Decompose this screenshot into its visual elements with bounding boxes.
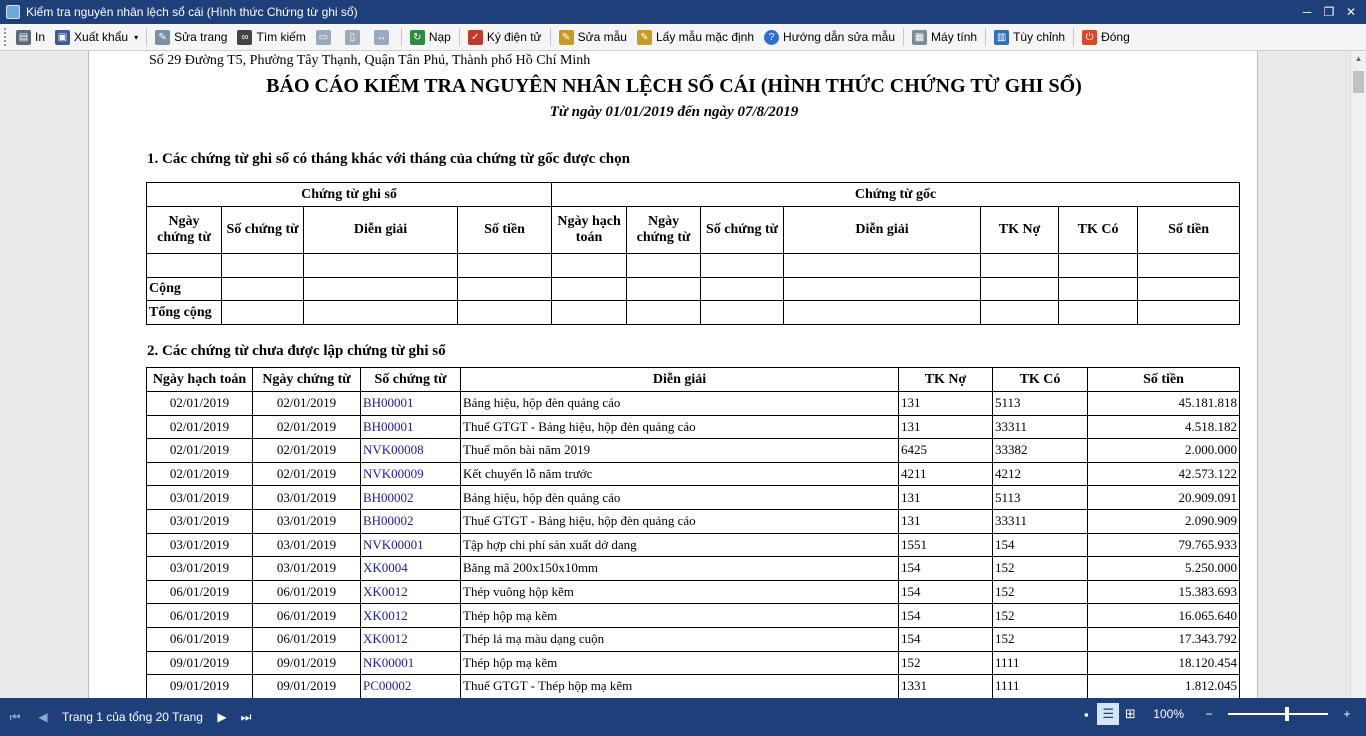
cell-credit-account: 152 [993, 627, 1088, 651]
save-icon: ▣ [55, 30, 70, 45]
cell-document-number-link[interactable]: XK0012 [361, 604, 461, 628]
page-info: Trang 1 của tổng 20 Trang [62, 710, 203, 724]
cell-credit-account: 4212 [993, 462, 1088, 486]
cell-debit-account: 131 [899, 392, 993, 416]
cell-amount: 1.812.045 [1088, 675, 1240, 698]
digital-sign-button[interactable]: ✓ Ký điện tử [463, 26, 547, 48]
edit-page-icon: ✎ [155, 30, 170, 45]
cell-credit-account: 5113 [993, 486, 1088, 510]
column-header: TK Có [1059, 207, 1138, 254]
table-row [147, 439, 1240, 463]
template-help-button[interactable]: ? Hướng dẫn sửa mẫu [759, 26, 900, 48]
single-page-button[interactable] [340, 26, 369, 48]
cell-debit-account: 6425 [899, 439, 993, 463]
cell-credit-account: 152 [993, 557, 1088, 581]
report-viewer[interactable] [0, 51, 1350, 698]
cell-document-date: 06/01/2019 [253, 604, 361, 628]
customize-icon: ▥ [994, 30, 1009, 45]
cell-document-date: 02/01/2019 [253, 415, 361, 439]
table-row [147, 675, 1240, 698]
cell-description: Thép lá mạ màu dạng cuộn [461, 627, 899, 651]
cell-amount: 15.383.693 [1088, 580, 1240, 604]
empty-row [147, 254, 1240, 278]
cell-posting-date: 02/01/2019 [147, 392, 253, 416]
print-button[interactable]: ▤ In [11, 26, 50, 48]
column-header: Ngày chứng từ [147, 207, 222, 254]
default-template-button[interactable]: ✎ Lấy mẫu mặc định [632, 26, 759, 48]
power-icon: ⏻ [1082, 30, 1097, 45]
cell-posting-date: 09/01/2019 [147, 651, 253, 675]
cell-amount: 16.065.640 [1088, 604, 1240, 628]
column-header: TK Nợ [899, 368, 993, 392]
certificate-icon: ✓ [468, 30, 483, 45]
cell-debit-account: 1551 [899, 533, 993, 557]
cell-debit-account: 4211 [899, 462, 993, 486]
page-view-button[interactable] [311, 26, 340, 48]
search-button[interactable]: ∞ Tìm kiếm [232, 26, 310, 48]
column-header: Số chứng từ [701, 207, 784, 254]
cell-document-number-link[interactable]: NVK00001 [361, 533, 461, 557]
table-row [147, 415, 1240, 439]
table-row [147, 651, 1240, 675]
cell-document-number-link[interactable]: PC00002 [361, 675, 461, 698]
single-view-icon[interactable]: ▪ [1083, 706, 1089, 722]
report-page [88, 51, 1258, 698]
section1-title: 1. Các chứng từ ghi sổ có tháng khác với tháng của chứng từ gốc được chọn [147, 151, 630, 167]
table-row [147, 462, 1240, 486]
toolbar [0, 24, 1366, 51]
window-titlebar [0, 0, 1366, 24]
cell-posting-date: 06/01/2019 [147, 604, 253, 628]
cell-debit-account: 154 [899, 557, 993, 581]
reload-button[interactable]: ↻ Nạp [405, 26, 456, 48]
page-layout-icon: ▭ [316, 30, 331, 45]
cell-document-date: 02/01/2019 [253, 462, 361, 486]
cell-description: Bảng hiệu, hộp đèn quảng cáo [461, 392, 899, 416]
edit-page-button[interactable]: ✎ Sửa trang [150, 26, 232, 48]
cell-debit-account: 154 [899, 580, 993, 604]
cell-debit-account: 152 [899, 651, 993, 675]
cell-document-date: 03/01/2019 [253, 486, 361, 510]
cell-posting-date: 03/01/2019 [147, 509, 253, 533]
cell-document-number-link[interactable]: XK0004 [361, 557, 461, 581]
cell-document-date: 06/01/2019 [253, 580, 361, 604]
cell-amount: 42.573.122 [1088, 462, 1240, 486]
binoculars-icon: ∞ [237, 30, 252, 45]
vertical-scrollbar[interactable] [1350, 51, 1366, 698]
company-address: Số 29 Đường T5, Phường Tây Thạnh, Quận Tân Phú, Thành phố Hồ Chí Minh [149, 53, 591, 68]
statusbar [0, 698, 1366, 736]
subtotal-row [147, 278, 1240, 301]
cell-description: Thuế GTGT - Bảng hiệu, hộp đèn quảng cáo [461, 415, 899, 439]
cell-document-number-link[interactable]: NVK00008 [361, 439, 461, 463]
column-header: Diễn giải [304, 207, 458, 254]
cell-credit-account: 1111 [993, 651, 1088, 675]
column-header: Diễn giải [461, 368, 899, 392]
cell-document-number-link[interactable]: BH00002 [361, 486, 461, 510]
cell-document-number-link[interactable]: BH00002 [361, 509, 461, 533]
table-row [147, 627, 1240, 651]
cell-description: Thuế GTGT - Thép hộp mạ kẽm [461, 675, 899, 698]
total-label: Tổng cộng [147, 301, 222, 325]
cell-document-date: 06/01/2019 [253, 627, 361, 651]
column-header: Diễn giải [784, 207, 981, 254]
cell-document-number-link[interactable]: XK0012 [361, 627, 461, 651]
column-header: Ngày hạch toán [552, 207, 627, 254]
pencil-icon: ✎ [559, 30, 574, 45]
column-header: Ngày chứng từ [627, 207, 701, 254]
cell-posting-date: 03/01/2019 [147, 557, 253, 581]
multi-page-view-icon[interactable]: ⊞ [1124, 706, 1136, 721]
cell-credit-account: 5113 [993, 392, 1088, 416]
cell-document-number-link[interactable]: NK00001 [361, 651, 461, 675]
cell-debit-account: 1331 [899, 675, 993, 698]
app-icon [6, 5, 20, 19]
single-page-icon: ▯ [345, 30, 360, 45]
toolbar-separator [903, 28, 904, 46]
scroll-up-icon[interactable]: ▲ [1354, 54, 1363, 63]
cell-document-date: 09/01/2019 [253, 675, 361, 698]
cell-credit-account: 152 [993, 604, 1088, 628]
refresh-icon: ↻ [410, 30, 425, 45]
cell-amount: 2.090.909 [1088, 509, 1240, 533]
export-dropdown-icon[interactable]: ▾ [134, 32, 139, 42]
cell-document-date: 03/01/2019 [253, 533, 361, 557]
fit-width-icon: ↔ [374, 30, 389, 45]
fit-width-button[interactable] [369, 26, 398, 48]
cell-description: Bảng hiệu, hộp đèn quảng cáo [461, 486, 899, 510]
cell-credit-account: 1111 [993, 675, 1088, 698]
cell-document-number-link[interactable]: BH00001 [361, 392, 461, 416]
cell-amount: 2.000.000 [1088, 439, 1240, 463]
calculator-button[interactable]: ▦ Máy tính [907, 26, 982, 48]
column-header: Ngày chứng từ [253, 368, 361, 392]
cell-description: Thép hộp mạ kẽm [461, 604, 899, 628]
section2-table [146, 367, 1240, 698]
column-header: TK Có [993, 368, 1088, 392]
restore-button[interactable]: ❐ [1323, 5, 1335, 19]
toolbar-separator [1073, 28, 1074, 46]
cell-document-date: 03/01/2019 [253, 557, 361, 581]
first-page-icon[interactable]: ⏮ [9, 709, 21, 724]
table-row [147, 580, 1240, 604]
column-header: Số tiền [1138, 207, 1240, 254]
subtotal-label: Cộng [147, 278, 222, 301]
cell-credit-account: 33382 [993, 439, 1088, 463]
total-row [147, 301, 1240, 325]
table-row [147, 533, 1240, 557]
cell-amount: 45.181.818 [1088, 392, 1240, 416]
last-page-icon[interactable]: ⏭ [240, 709, 252, 724]
toolbar-separator [146, 28, 147, 46]
zoom-in-icon[interactable]: + [1343, 707, 1351, 721]
cell-document-date: 03/01/2019 [253, 509, 361, 533]
cell-amount: 18.120.454 [1088, 651, 1240, 675]
toolbar-separator [550, 28, 551, 46]
cell-debit-account: 131 [899, 486, 993, 510]
cell-posting-date: 02/01/2019 [147, 415, 253, 439]
column-header: Số tiền [458, 207, 552, 254]
section2-title: 2. Các chứng từ chưa được lập chứng từ ghi sổ [147, 343, 446, 359]
cell-posting-date: 03/01/2019 [147, 533, 253, 557]
cell-description: Băng mã 200x150x10mm [461, 557, 899, 581]
cell-posting-date: 02/01/2019 [147, 462, 253, 486]
column-header: Số chứng từ [222, 207, 304, 254]
cell-description: Thép hộp mạ kẽm [461, 651, 899, 675]
zoom-level: 100% [1153, 707, 1184, 721]
template-pencil-icon: ✎ [637, 30, 652, 45]
cell-posting-date: 06/01/2019 [147, 627, 253, 651]
cell-credit-account: 152 [993, 580, 1088, 604]
zoom-slider[interactable] [1228, 713, 1328, 715]
continuous-view-icon[interactable]: ☰ [1097, 703, 1119, 725]
cell-debit-account: 154 [899, 627, 993, 651]
cell-description: Thuế môn bài năm 2019 [461, 439, 899, 463]
table-row [147, 509, 1240, 533]
cell-credit-account: 154 [993, 533, 1088, 557]
cell-credit-account: 33311 [993, 509, 1088, 533]
toolbar-separator [401, 28, 402, 46]
column-header: TK Nợ [981, 207, 1059, 254]
printer-icon: ▤ [16, 30, 31, 45]
cell-amount: 20.909.091 [1088, 486, 1240, 510]
toolbar-grip [4, 28, 7, 46]
cell-document-date: 02/01/2019 [253, 392, 361, 416]
column-header: Số chứng từ [361, 368, 461, 392]
toolbar-separator [985, 28, 986, 46]
next-page-icon[interactable]: ▶ [217, 710, 227, 724]
cell-amount: 79.765.933 [1088, 533, 1240, 557]
report-period: Từ ngày 01/01/2019 đến ngày 07/8/2019 [549, 104, 799, 120]
help-icon: ? [764, 30, 779, 45]
zoom-out-icon[interactable]: − [1205, 707, 1213, 721]
scroll-thumb[interactable] [1353, 71, 1364, 93]
table-row [147, 486, 1240, 510]
group-header-source-voucher: Chứng từ gốc [552, 183, 1240, 207]
group-header-ledger-voucher: Chứng từ ghi sổ [147, 183, 552, 207]
cell-amount: 5.250.000 [1088, 557, 1240, 581]
cell-posting-date: 09/01/2019 [147, 675, 253, 698]
report-title: BÁO CÁO KIỂM TRA NGUYÊN NHÂN LỆCH SỔ CÁI (HÌNH THỨC CHỨNG TỪ GHI SỔ) [266, 75, 1082, 97]
window-title: Kiểm tra nguyên nhân lệch sổ cái (Hình thức Chứng từ ghi sổ) [26, 5, 358, 19]
cell-description: Thuế GTGT - Bảng hiệu, hộp đèn quảng cáo [461, 509, 899, 533]
cell-document-number-link[interactable]: BH00001 [361, 415, 461, 439]
close-window-button[interactable]: ✕ [1345, 5, 1357, 19]
minimize-button[interactable]: ─ [1302, 5, 1312, 19]
cell-posting-date: 06/01/2019 [147, 580, 253, 604]
cell-document-date: 02/01/2019 [253, 439, 361, 463]
customize-button[interactable]: ▥ Tùy chỉnh [989, 26, 1070, 48]
table-row [147, 557, 1240, 581]
export-button[interactable]: ▣ Xuất khẩu ▾ [50, 26, 143, 48]
table-row [147, 392, 1240, 416]
toolbar-separator [459, 28, 460, 46]
cell-debit-account: 131 [899, 509, 993, 533]
cell-document-number-link[interactable]: NVK00009 [361, 462, 461, 486]
prev-page-icon[interactable]: ◀ [38, 710, 48, 724]
cell-amount: 17.343.792 [1088, 627, 1240, 651]
zoom-slider-handle[interactable] [1285, 707, 1289, 721]
column-header: Ngày hạch toán [147, 368, 253, 392]
table-row [147, 604, 1240, 628]
cell-description: Thép vuông hộp kẽm [461, 580, 899, 604]
cell-posting-date: 03/01/2019 [147, 486, 253, 510]
cell-posting-date: 02/01/2019 [147, 439, 253, 463]
cell-description: Kết chuyển lỗ năm trước [461, 462, 899, 486]
cell-credit-account: 33311 [993, 415, 1088, 439]
calculator-icon: ▦ [912, 30, 927, 45]
cell-debit-account: 131 [899, 415, 993, 439]
section1-table [146, 182, 1240, 325]
close-button[interactable]: ⏻ Đóng [1077, 26, 1135, 48]
edit-template-button[interactable]: ✎ Sửa mẫu [554, 26, 632, 48]
cell-document-date: 09/01/2019 [253, 651, 361, 675]
cell-document-number-link[interactable]: XK0012 [361, 580, 461, 604]
cell-debit-account: 154 [899, 604, 993, 628]
cell-description: Tập hợp chi phí sản xuất dở dang [461, 533, 899, 557]
cell-amount: 4.518.182 [1088, 415, 1240, 439]
column-header: Số tiền [1088, 368, 1240, 392]
